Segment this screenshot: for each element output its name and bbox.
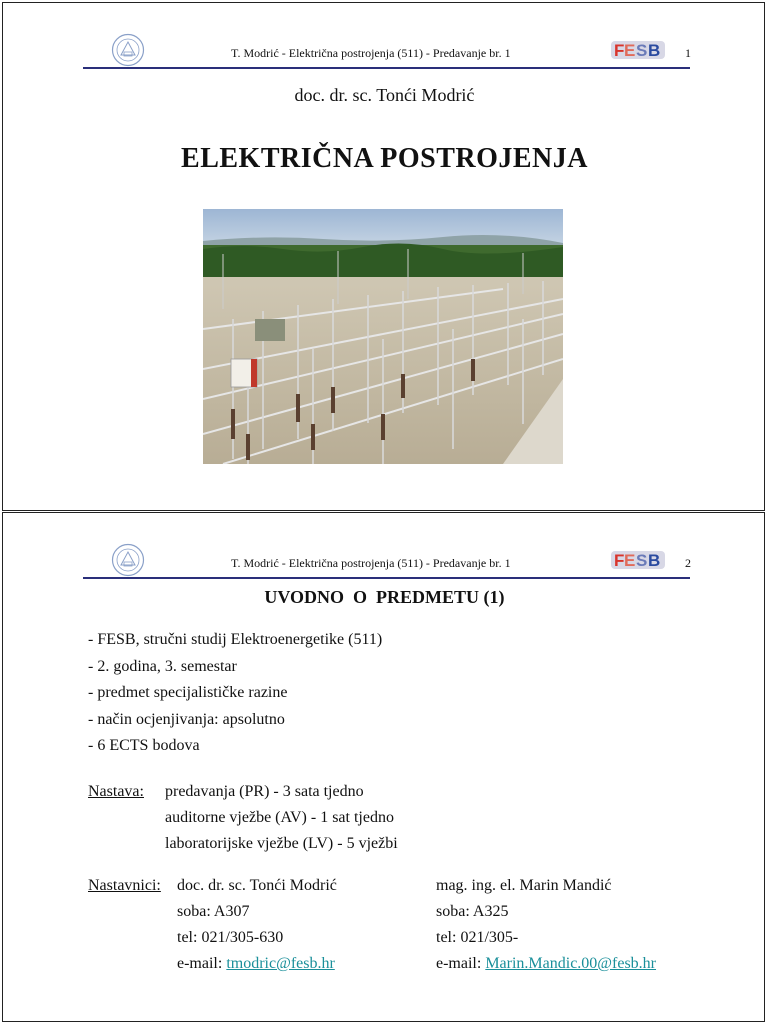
teaching-line: predavanja (PR) - 3 sata tjedno [165, 783, 364, 800]
university-seal-icon [111, 543, 145, 577]
svg-text:E: E [624, 41, 636, 60]
author-name: doc. dr. sc. Tonći Modrić [294, 85, 475, 105]
teaching-label: Nastava: [88, 783, 144, 800]
fesb-logo-icon [611, 39, 665, 61]
teacher-room: soba: A307 [177, 903, 250, 920]
teacher-phone: tel: 021/305- [436, 929, 519, 946]
section-title: UVODNO O PREDMETU (1) [264, 587, 505, 607]
teaching-line: auditorne vježbe (AV) - 1 sat tjedno [165, 809, 394, 826]
email-label: e-mail: [177, 955, 227, 972]
list-item: - način ocjenjivanja: apsolutno [88, 710, 285, 728]
university-seal-icon [111, 33, 145, 67]
header-divider [83, 577, 690, 579]
list-item: - 2. godina, 3. semestar [88, 657, 237, 675]
teacher-email-link[interactable]: tmodric@fesb.hr [226, 955, 335, 972]
list-item: - FESB, stručni studij Elektroenergetike (511) [88, 631, 383, 648]
svg-text:E: E [624, 551, 636, 570]
list-item: - predmet specijalističke razine [88, 684, 288, 701]
header-text: T. Modrić - Električna postrojenja (511) - Predavanje br. 1 [231, 46, 511, 60]
substation-photo [203, 209, 563, 464]
slide-1 [2, 2, 765, 511]
header-divider [83, 67, 690, 69]
svg-text:B: B [648, 41, 661, 60]
page-number: 2 [685, 556, 691, 570]
slide-2 [2, 512, 765, 1022]
svg-text:F: F [614, 551, 625, 570]
email-label: e-mail: [436, 955, 486, 972]
svg-text:S: S [636, 41, 648, 60]
teacher-1 [177, 873, 337, 977]
teacher-email-link[interactable]: Marin.Mandic.00@fesb.hr [485, 955, 657, 972]
page-number: 1 [685, 46, 691, 60]
fesb-logo-icon [611, 549, 665, 571]
teacher-email-row [436, 951, 656, 977]
teacher-name: doc. dr. sc. Tonći Modrić [177, 877, 337, 894]
header-text: T. Modrić - Električna postrojenja (511) - Predavanje br. 1 [231, 556, 511, 570]
teaching-lines [165, 779, 398, 857]
presentation-title: ELEKTRIČNA POSTROJENJA [181, 143, 588, 174]
svg-text:S: S [636, 551, 648, 570]
list-item: - 6 ECTS bodova [88, 737, 200, 754]
course-info-list [88, 627, 382, 760]
svg-text:B: B [648, 551, 661, 570]
teachers-label: Nastavnici: [88, 877, 161, 894]
teacher-name: mag. ing. el. Marin Mandić [436, 877, 612, 894]
teacher-email-row [177, 951, 337, 977]
slide-header [3, 3, 764, 73]
teacher-room: soba: A325 [436, 903, 509, 920]
teacher-2 [436, 873, 656, 977]
teaching-line: laboratorijske vježbe (LV) - 5 vježbi [165, 835, 398, 852]
svg-text:F: F [614, 41, 625, 60]
teacher-phone: tel: 021/305-630 [177, 929, 284, 946]
slide-header [3, 513, 764, 583]
